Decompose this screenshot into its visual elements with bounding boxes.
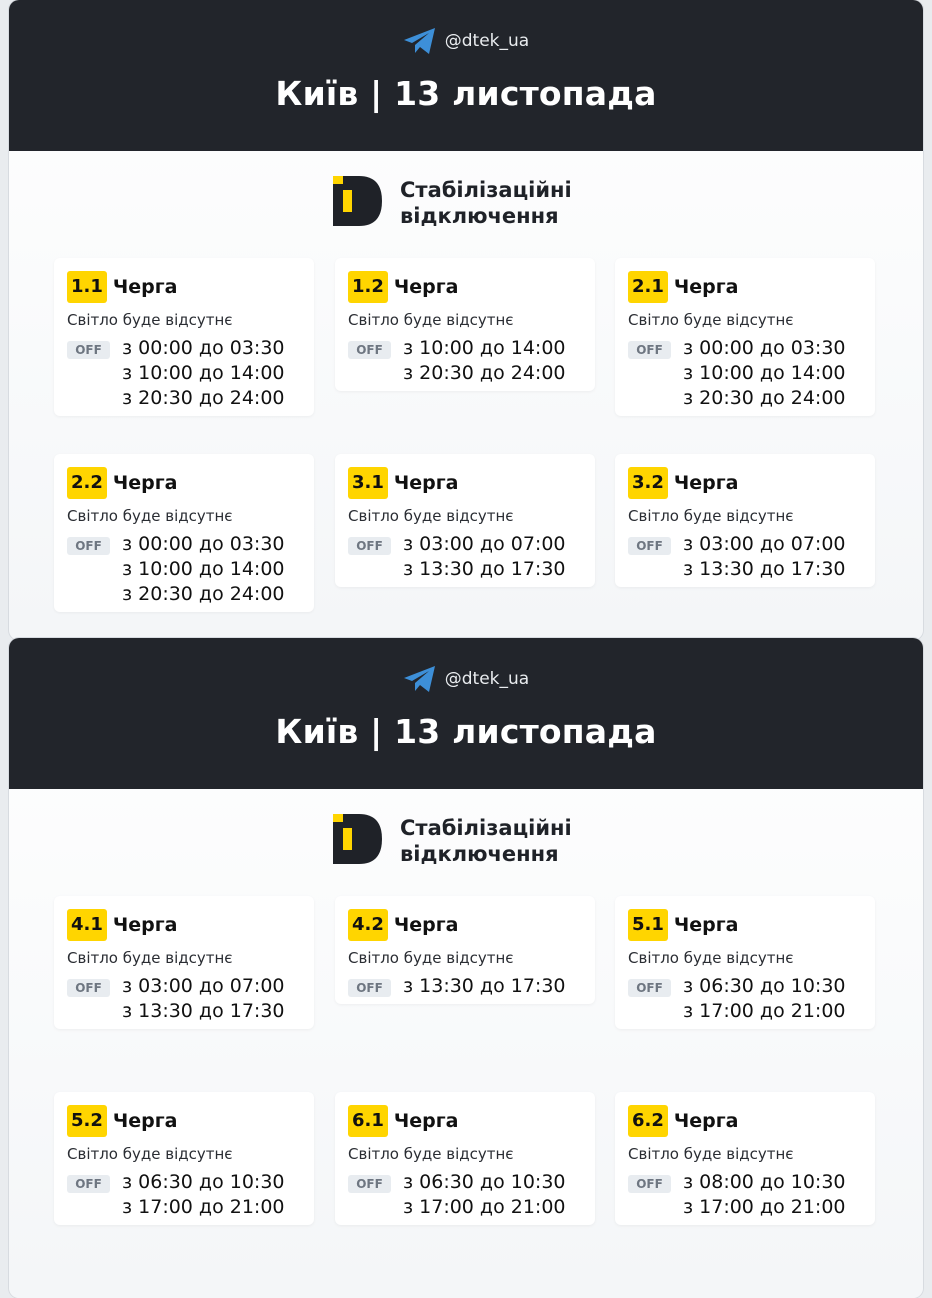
page-title: Київ | 13 листопада <box>275 74 657 113</box>
outage-time-range: з 20:30 до 24:00 <box>683 387 846 409</box>
telegram-handle[interactable]: @dtek_ua <box>9 27 923 55</box>
queue-number-badge: 5.1 <box>628 909 668 941</box>
outage-time-range: з 13:30 до 17:30 <box>683 558 846 580</box>
queue-heading <box>348 1105 458 1137</box>
outage-times <box>122 532 285 607</box>
queue-heading <box>628 467 738 499</box>
queue-card-5-1 <box>615 896 875 1029</box>
outage-status-text: Світло буде відсутнє <box>628 507 794 525</box>
outage-status-text: Світло буде відсутнє <box>348 1145 514 1163</box>
dtek-logo-icon <box>333 176 383 226</box>
off-badge: OFF <box>348 979 391 997</box>
outage-status-text: Світло буде відсутнє <box>628 311 794 329</box>
queue-label: Черга <box>393 1110 459 1132</box>
outage-times <box>403 336 566 386</box>
outage-status-text: Світло буде відсутнє <box>348 311 514 329</box>
off-badge: OFF <box>628 537 671 555</box>
outage-time-range: з 17:00 до 21:00 <box>122 1196 285 1218</box>
queue-card-2-1 <box>615 258 875 416</box>
off-badge: OFF <box>348 341 391 359</box>
telegram-icon <box>403 665 437 693</box>
brand-block <box>333 814 633 870</box>
queue-heading <box>628 909 738 941</box>
queue-label: Черга <box>393 276 459 298</box>
queue-label: Черга <box>112 276 178 298</box>
outage-time-range: з 10:00 до 14:00 <box>683 362 846 384</box>
outage-times <box>683 1170 846 1220</box>
outage-time-range: з 00:00 до 03:30 <box>122 533 285 555</box>
queue-label: Черга <box>673 1110 739 1132</box>
outage-time-range: з 17:00 до 21:00 <box>683 1000 846 1022</box>
queue-number-badge: 6.1 <box>348 1105 388 1137</box>
outage-time-range: з 20:30 до 24:00 <box>122 583 285 605</box>
queue-card-4-2 <box>335 896 595 1004</box>
queue-label: Черга <box>112 914 178 936</box>
outage-time-range: з 03:00 до 07:00 <box>683 533 846 555</box>
off-badge: OFF <box>628 341 671 359</box>
outage-time-range: з 03:00 до 07:00 <box>403 533 566 555</box>
outage-time-range: з 00:00 до 03:30 <box>122 337 285 359</box>
queue-label: Черга <box>112 1110 178 1132</box>
schedule-panel-1 <box>9 0 923 640</box>
outage-time-range: з 20:30 до 24:00 <box>403 362 566 384</box>
telegram-icon <box>403 27 437 55</box>
off-badge: OFF <box>67 341 110 359</box>
outage-time-range: з 00:00 до 03:30 <box>683 337 846 359</box>
queue-label: Черга <box>673 276 739 298</box>
outage-time-range: з 06:30 до 10:30 <box>122 1171 285 1193</box>
outage-time-range: з 10:00 до 14:00 <box>122 558 285 580</box>
off-badge: OFF <box>348 537 391 555</box>
queue-heading <box>348 467 458 499</box>
queue-card-5-2 <box>54 1092 314 1225</box>
queue-label: Черга <box>393 472 459 494</box>
queue-number-badge: 5.2 <box>67 1105 107 1137</box>
queue-card-1-1 <box>54 258 314 416</box>
panel-header <box>9 0 923 151</box>
queue-card-1-2 <box>335 258 595 391</box>
queue-label: Черга <box>673 472 739 494</box>
outage-time-range: з 10:00 до 14:00 <box>403 337 566 359</box>
outage-time-range: з 10:00 до 14:00 <box>122 362 285 384</box>
queue-label: Черга <box>673 914 739 936</box>
outage-status-text: Світло буде відсутнє <box>67 507 233 525</box>
outage-time-range: з 06:30 до 10:30 <box>683 975 846 997</box>
dtek-logo-icon <box>333 814 383 864</box>
queue-heading <box>67 467 177 499</box>
outage-times <box>683 974 846 1024</box>
brand-line-2: відключення <box>400 842 559 866</box>
outage-status-text: Світло буде відсутнє <box>67 1145 233 1163</box>
outage-time-range: з 20:30 до 24:00 <box>122 387 285 409</box>
outage-times <box>683 336 846 411</box>
off-badge: OFF <box>67 537 110 555</box>
outage-time-range: з 13:30 до 17:30 <box>403 975 566 997</box>
queue-heading <box>67 1105 177 1137</box>
outage-time-range: з 13:30 до 17:30 <box>122 1000 285 1022</box>
outage-times <box>122 974 285 1024</box>
queue-card-2-2 <box>54 454 314 612</box>
queue-card-3-2 <box>615 454 875 587</box>
brand-line-2: відключення <box>400 204 559 228</box>
queue-number-badge: 6.2 <box>628 1105 668 1137</box>
off-badge: OFF <box>628 979 671 997</box>
outage-time-range: з 06:30 до 10:30 <box>403 1171 566 1193</box>
outage-status-text: Світло буде відсутнє <box>628 1145 794 1163</box>
off-badge: OFF <box>348 1175 391 1193</box>
telegram-handle[interactable]: @dtek_ua <box>9 665 923 693</box>
outage-status-text: Світло буде відсутнє <box>628 949 794 967</box>
queue-heading <box>628 271 738 303</box>
queue-number-badge: 4.2 <box>348 909 388 941</box>
queue-number-badge: 3.2 <box>628 467 668 499</box>
outage-time-range: з 08:00 до 10:30 <box>683 1171 846 1193</box>
outage-time-range: з 17:00 до 21:00 <box>403 1196 566 1218</box>
queue-card-6-1 <box>335 1092 595 1225</box>
queue-number-badge: 2.1 <box>628 271 668 303</box>
queue-number-badge: 2.2 <box>67 467 107 499</box>
outage-times <box>683 532 846 582</box>
queue-heading <box>628 1105 738 1137</box>
outage-status-text: Світло буде відсутнє <box>67 949 233 967</box>
outage-status-text: Світло буде відсутнє <box>348 949 514 967</box>
queue-label: Черга <box>393 914 459 936</box>
queue-card-4-1 <box>54 896 314 1029</box>
brand-line-1: Стабілізаційні <box>400 816 572 840</box>
queue-card-3-1 <box>335 454 595 587</box>
queue-card-6-2 <box>615 1092 875 1225</box>
page-title: Київ | 13 листопада <box>275 712 657 751</box>
outage-time-range: з 13:30 до 17:30 <box>403 558 566 580</box>
queue-heading <box>348 909 458 941</box>
outage-times <box>403 1170 566 1220</box>
outage-time-range: з 03:00 до 07:00 <box>122 975 285 997</box>
outage-status-text: Світло буде відсутнє <box>348 507 514 525</box>
queue-label: Черга <box>112 472 178 494</box>
panel-header <box>9 638 923 789</box>
queue-number-badge: 3.1 <box>348 467 388 499</box>
off-badge: OFF <box>67 1175 110 1193</box>
outage-status-text: Світло буде відсутнє <box>67 311 233 329</box>
queue-number-badge: 1.1 <box>67 271 107 303</box>
schedule-panel-2 <box>9 638 923 1298</box>
outage-times <box>122 336 285 411</box>
queue-number-badge: 1.2 <box>348 271 388 303</box>
outage-times <box>403 974 566 999</box>
outage-time-range: з 17:00 до 21:00 <box>683 1196 846 1218</box>
queue-heading <box>67 271 177 303</box>
queue-heading <box>67 909 177 941</box>
off-badge: OFF <box>67 979 110 997</box>
queue-heading <box>348 271 458 303</box>
brand-block <box>333 176 633 232</box>
brand-line-1: Стабілізаційні <box>400 178 572 202</box>
outage-times <box>122 1170 285 1220</box>
off-badge: OFF <box>628 1175 671 1193</box>
queue-number-badge: 4.1 <box>67 909 107 941</box>
outage-times <box>403 532 566 582</box>
